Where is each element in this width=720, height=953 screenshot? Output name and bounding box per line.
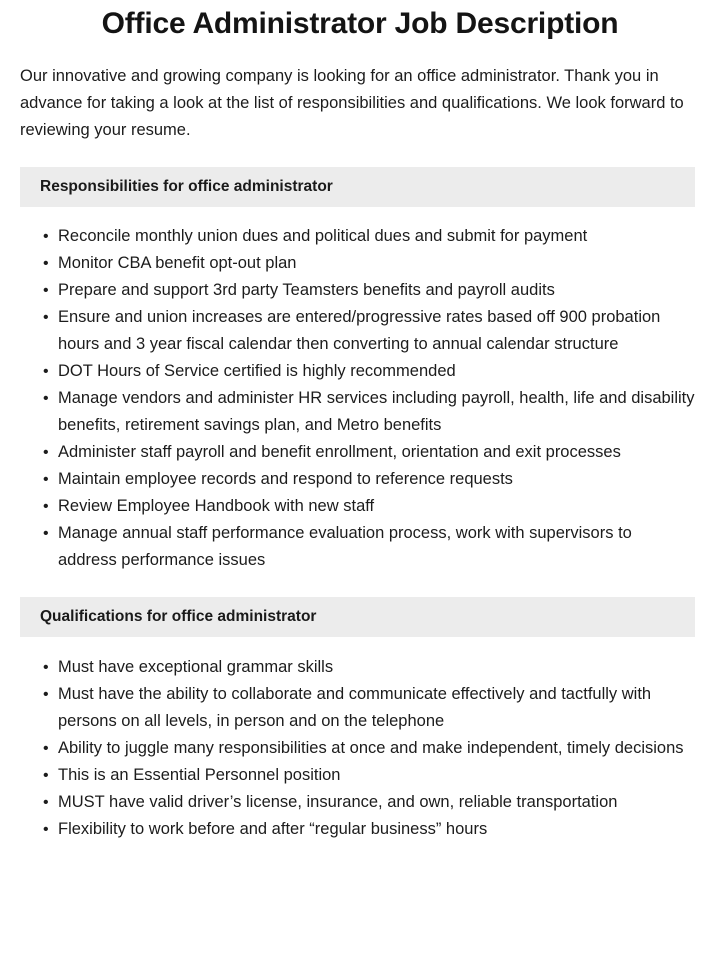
page-title: Office Administrator Job Description xyxy=(101,7,619,40)
section-header-responsibilities xyxy=(20,167,695,207)
list-item: • Must have exceptional grammar skills xyxy=(58,654,695,681)
section-heading-label: Responsibilities for office administrator xyxy=(40,178,333,195)
list-item: • Administer staff payroll and benefit enrollment, orientation and exit processes xyxy=(58,439,695,466)
section-header-qualifications xyxy=(20,597,695,637)
list-item: • Maintain employee records and respond to reference requests xyxy=(58,466,695,493)
list-item: • MUST have valid driver’s license, insurance, and own, reliable transportation xyxy=(58,789,695,816)
qualifications-list xyxy=(0,654,695,843)
section-responsibilities xyxy=(0,167,720,574)
list-item: • Manage vendors and administer HR services including payroll, health, life and disability benefits, retirement savings plan, and Metro benefits xyxy=(58,385,695,439)
list-item: • Prepare and support 3rd party Teamsters benefits and payroll audits xyxy=(58,277,695,304)
list-item: • Reconcile monthly union dues and political dues and submit for payment xyxy=(58,223,695,250)
intro-paragraph: Our innovative and growing company is looking for an office administrator. Thank you in advance for taking a look at the list of responsibilities and qualifications. We look forward to reviewing your resume. xyxy=(20,67,684,139)
section-heading-label: Qualifications for office administrator xyxy=(40,608,317,625)
list-item: • Flexibility to work before and after “regular business” hours xyxy=(58,816,695,843)
responsibilities-list xyxy=(0,223,695,574)
list-item: • Manage annual staff performance evaluation process, work with supervisors to address performance issues xyxy=(58,520,695,574)
list-item: • This is an Essential Personnel position xyxy=(58,762,695,789)
job-description-page xyxy=(0,5,720,953)
list-item: • Ability to juggle many responsibilities at once and make independent, timely decisions xyxy=(58,735,695,762)
list-item: • Review Employee Handbook with new staff xyxy=(58,493,695,520)
list-item: • Ensure and union increases are entered/progressive rates based off 900 probation hours and 3 year fiscal calendar then converting to annual calendar structure xyxy=(58,304,695,358)
list-item: • Must have the ability to collaborate and communicate effectively and tactfully with persons on all levels, in person and on the telephone xyxy=(58,681,695,735)
section-qualifications xyxy=(0,597,720,843)
list-item: • Monitor CBA benefit opt-out plan xyxy=(58,250,695,277)
list-item: • DOT Hours of Service certified is highly recommended xyxy=(58,358,695,385)
